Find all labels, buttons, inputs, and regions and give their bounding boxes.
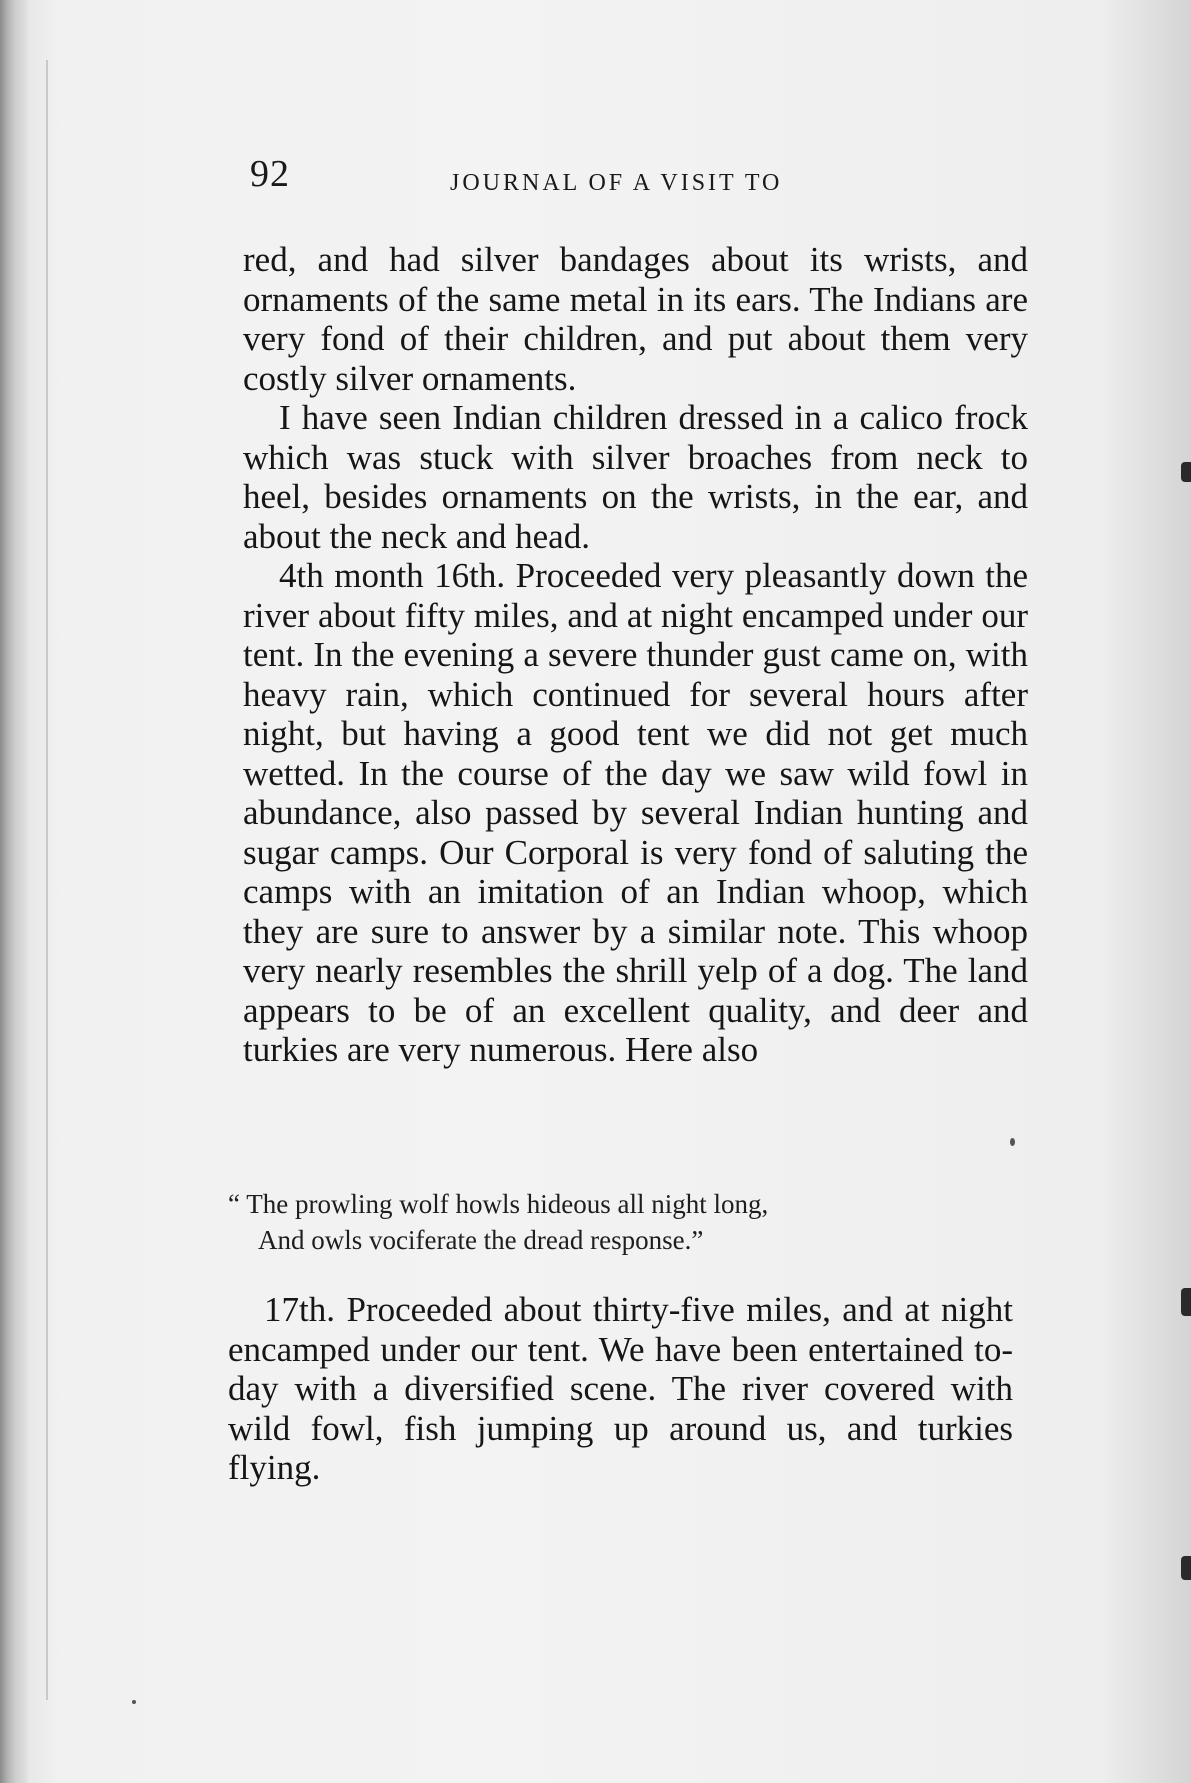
paragraph: I have seen Indian children dressed in a calico frock which was stuck with silver broaches from neck to heel, besides ornaments on the wrists, in the ear, and about the neck and head. bbox=[243, 398, 1028, 556]
page-number: 92 bbox=[250, 153, 290, 195]
paragraph: red, and had silver bandages about its wrists, and ornaments of the same metal in its ears. The Indians are very fond of their children, and put about them very costly silver ornaments. bbox=[243, 240, 1028, 398]
gutter-line bbox=[46, 60, 48, 1700]
paragraph: 17th. Proceeded about thirty-five miles, and at night encamped under our tent. We have been entertained to-day with a diversified scene. The river covered with wild fowl, fish jumping up around us, and turkies flying. bbox=[228, 1290, 1013, 1487]
verse-quotation bbox=[228, 1186, 988, 1258]
main-text bbox=[243, 240, 1028, 1070]
running-head: JOURNAL OF A VISIT TO bbox=[450, 170, 783, 196]
page-edge-mark bbox=[1181, 1556, 1191, 1580]
verse-line: “ The prowling wolf howls hideous all night long, bbox=[228, 1189, 769, 1219]
verse-line: And owls vociferate the dread response.” bbox=[258, 1225, 704, 1255]
page-binding-edge bbox=[0, 0, 28, 1783]
closing-text bbox=[228, 1290, 1013, 1488]
page-header bbox=[250, 152, 1040, 212]
ink-speck bbox=[132, 1700, 136, 1704]
page-edge-mark bbox=[1181, 462, 1191, 482]
page-edge-mark bbox=[1181, 1288, 1191, 1316]
ink-speck bbox=[1010, 1138, 1015, 1146]
paragraph: 4th month 16th. Proceeded very pleasantly down the river about fifty miles, and at night encamped under our tent. In the evening a severe thunder gust came on, with heavy rain, which continued for several hours after night, but having a good tent we did not get much wetted. In the course of the day we saw wild fowl in abundance, also passed by several Indian hunting and sugar camps. Our Corporal is very fond of saluting the camps with an imitation of an Indian whoop, which they are sure to answer by a similar note. This whoop very nearly resembles the shrill yelp of a dog. The land appears to be of an excellent quality, and deer and turkies are very numerous. Here also bbox=[243, 556, 1028, 1069]
